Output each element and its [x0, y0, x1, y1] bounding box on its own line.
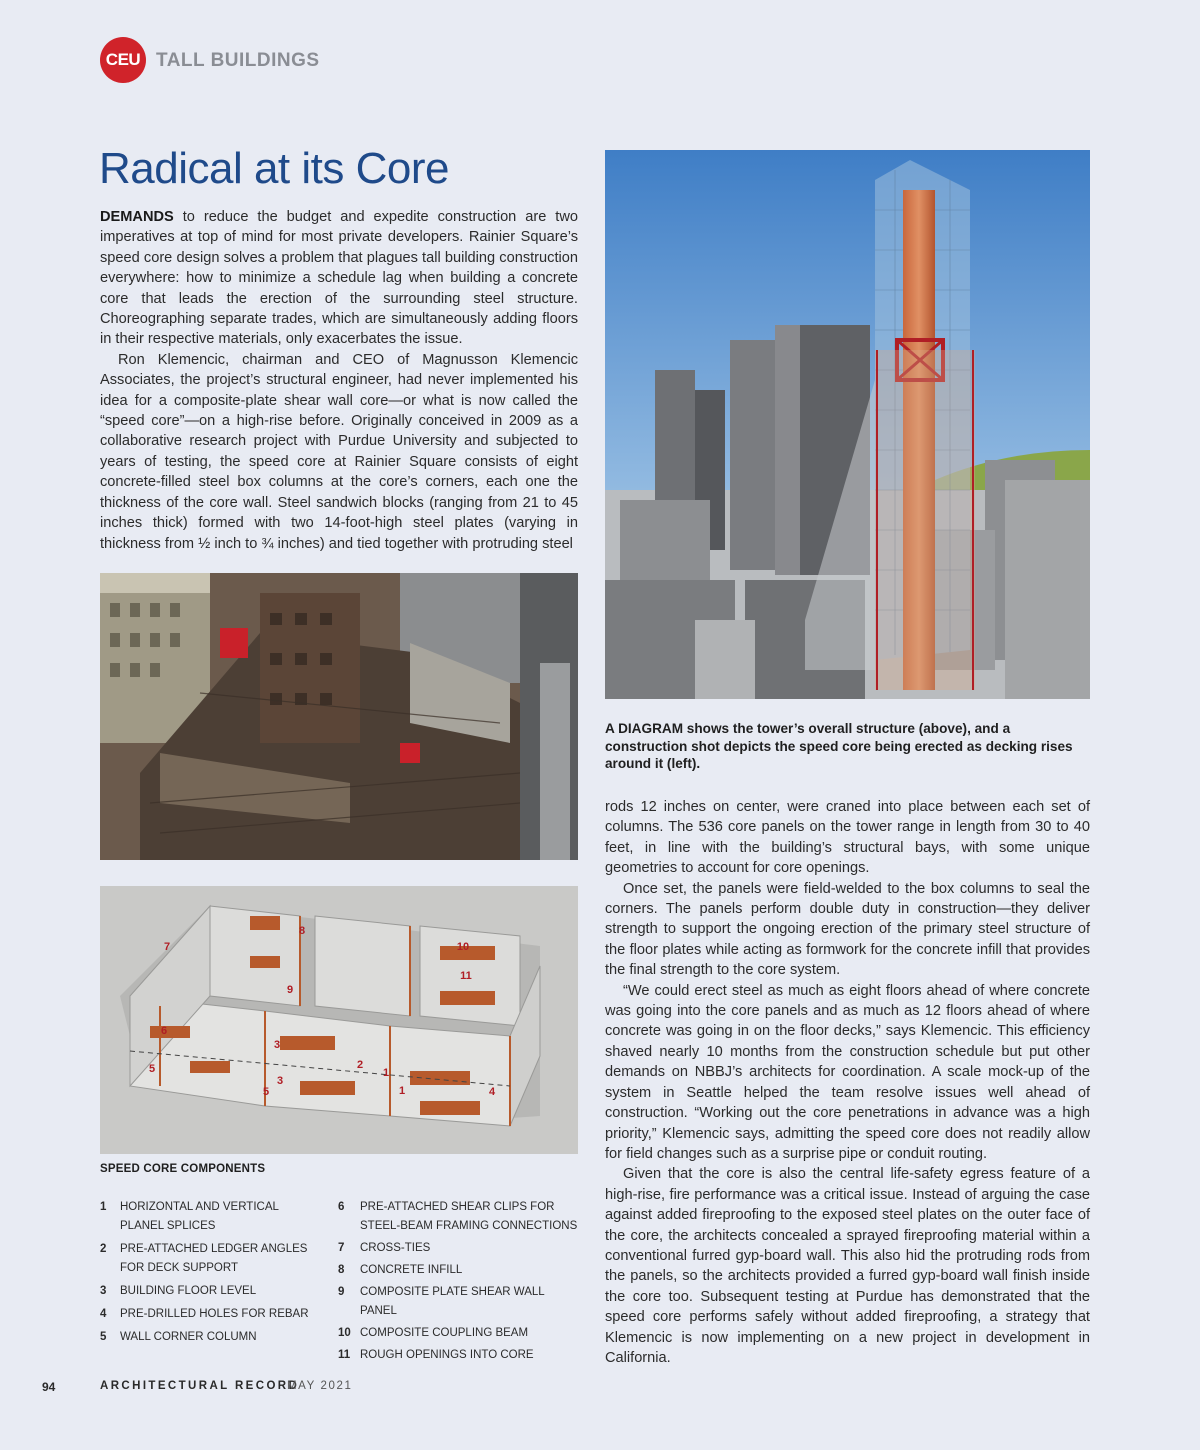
- tower-diagram-image: [605, 150, 1090, 699]
- components-list-right: [338, 1198, 578, 1365]
- diagram-marker: 11: [460, 970, 472, 982]
- diagram-marker: 7: [163, 941, 171, 953]
- list-item: [338, 1261, 578, 1280]
- list-item: [100, 1198, 325, 1236]
- publication-name: ARCHITECTURAL RECORD: [100, 1380, 300, 1392]
- section-label: TALL BUILDINGS: [156, 50, 320, 71]
- components-title: SPEED CORE COMPONENTS: [100, 1163, 266, 1175]
- item-number: 10: [338, 1327, 351, 1339]
- right-column-text: [605, 797, 1090, 1368]
- item-label: ROUGH OPENINGS INTO CORE: [360, 1349, 534, 1361]
- item-label: COMPOSITE PLATE SHEAR WALL PANEL: [360, 1286, 545, 1317]
- item-number: 2: [100, 1243, 107, 1255]
- figure-caption: [605, 720, 1090, 773]
- item-label: HORIZONTAL AND VERTICAL PLANEL SPLICES: [120, 1201, 279, 1232]
- item-label: PRE-ATTACHED LEDGER ANGLES FOR DECK SUPPORT: [120, 1243, 308, 1274]
- item-label: PRE-DRILLED HOLES FOR REBAR: [120, 1308, 309, 1320]
- item-label: COMPOSITE COUPLING BEAM: [360, 1327, 529, 1339]
- list-item: [338, 1239, 578, 1258]
- item-label: WALL CORNER COLUMN: [120, 1331, 257, 1343]
- item-number: 4: [100, 1308, 107, 1320]
- left-column-text: [100, 207, 578, 554]
- issue-date: MAY 2021: [287, 1380, 353, 1392]
- diagram-marker: 8: [298, 925, 306, 937]
- item-number: 1: [100, 1201, 107, 1213]
- item-number: 6: [338, 1201, 345, 1213]
- paragraph: rods 12 inches on center, were craned into place between each set of columns. The 536 core panels on the tower range in length from 30 to 40 feet, in line with the building’s structural bays, with some unique geometries to account for core openings.: [605, 799, 1090, 877]
- lead-word: DEMANDS: [100, 209, 174, 225]
- list-item: [338, 1283, 578, 1321]
- list-item: [100, 1305, 325, 1324]
- paragraph: Once set, the panels were field-welded to the box columns to seal the corners. The panels perform double duty in construction—they deliver strength to support the ongoing erection of the primary steel structure of the floor plates while acting as formwork for the concrete infill that provides the final strength to the core system.: [605, 880, 1090, 979]
- item-number: 11: [338, 1349, 351, 1361]
- diagram-marker: 5: [262, 1086, 270, 1098]
- item-number: 3: [100, 1285, 107, 1297]
- diagram-marker: 3: [273, 1039, 281, 1051]
- item-number: 5: [100, 1331, 107, 1343]
- paragraph: [100, 207, 578, 350]
- diagram-marker: 1: [398, 1085, 406, 1097]
- construction-photo: [100, 573, 578, 860]
- page-number: 94: [42, 1380, 56, 1394]
- item-number: 8: [338, 1264, 345, 1276]
- paragraph-text: to reduce the budget and expedite construction are two imperatives at top of mind for most private developers. Rainier Square’s speed core design solves a problem that plagues tall building construction everywhere: how to minimize a schedule lag when building a concrete core that leads the erection of the surrounding steel structure. Choreographing separate trades, which are simultaneously adding floors in their respective materials, only exacerbates the issue.: [100, 209, 578, 348]
- item-label: CROSS-TIES: [360, 1242, 431, 1254]
- list-item: [338, 1324, 578, 1343]
- item-label: PRE-ATTACHED SHEAR CLIPS FOR STEEL-BEAM FRAMING CONNECTIONS: [360, 1201, 578, 1232]
- diagram-marker: 2: [356, 1059, 364, 1071]
- diagram-marker: 9: [286, 984, 294, 996]
- diagram-marker: 1: [382, 1067, 390, 1079]
- item-label: CONCRETE INFILL: [360, 1264, 463, 1276]
- ceu-badge: CEU: [100, 37, 146, 83]
- speed-core-diagram: [100, 886, 578, 1154]
- diagram-marker: 3: [276, 1075, 284, 1087]
- paragraph: “We could erect steel as much as eight floors ahead of where concrete was going into the core panels and as much as 12 floors ahead of where concrete was going in on the floor decks,” says Klemencic. This efficiency shaved nearly 10 months from the construction schedule but put other demands on NBBJ’s architects for coordination. A scale mock-up of the system in Seattle helped the team resolve issues well ahead of construction. “Working out the core penetrations in advance was a high priority,” Klemencic says, admitting the speed core does not readily allow for field changes such as a surprise pipe or conduit routing.: [605, 982, 1090, 1162]
- diagram-marker: 6: [160, 1025, 168, 1037]
- item-number: 7: [338, 1242, 345, 1254]
- diagram-marker: 10: [456, 941, 470, 953]
- list-item: [100, 1240, 325, 1278]
- diagram-marker: 5: [148, 1063, 156, 1075]
- paragraph: Given that the core is also the central life-safety egress feature of a high-rise, fire performance was a critical issue. Instead of arguing the case against added fireproofing to the exposed steel plates on the outer face of the core, the architects concealed a sprayed fireproofing material within a conventional furred gyp-board wall. This also hid the protruding rods from the panels, so the architects provided a furred gyp-board wall finish inside the core too. Subsequent testing at Purdue has demonstrated that the speed core performs safely without added fireproofing, a strategy that Klemencic is now implementing on a new project in development in California.: [605, 1166, 1090, 1366]
- item-number: 9: [338, 1286, 345, 1298]
- caption-text: shows the tower’s overall structure (above), and a construction shot depicts the speed core being erected as decking rises around it (left).: [605, 721, 1073, 772]
- list-item: [100, 1328, 325, 1347]
- diagram-marker: 4: [488, 1086, 496, 1098]
- article-title: Radical at its Core: [99, 144, 449, 193]
- caption-lead: A DIAGRAM: [605, 721, 684, 736]
- list-item: [100, 1282, 325, 1301]
- list-item: [338, 1198, 578, 1236]
- item-label: BUILDING FLOOR LEVEL: [120, 1285, 257, 1297]
- components-list-left: [100, 1198, 325, 1347]
- list-item: [338, 1346, 578, 1365]
- paragraph: Ron Klemencic, chairman and CEO of Magnusson Klemencic Associates, the project’s structural engineer, had never implemented his idea for a composite-plate shear wall core—or what is now called the “speed core”—on a high-rise before. Originally conceived in 2009 as a collaborative research project with Purdue University and subjected to years of testing, the speed core at Rainier Square consists of eight concrete-filled steel box columns at the core’s corners, each one the thickness of the core wall. Steel sandwich blocks (ranging from 21 to 45 inches thick) formed with two 14-foot-high steel plates (varying in thickness from ½ inch to ¾ inches) and tied together with protruding steel: [100, 351, 578, 552]
